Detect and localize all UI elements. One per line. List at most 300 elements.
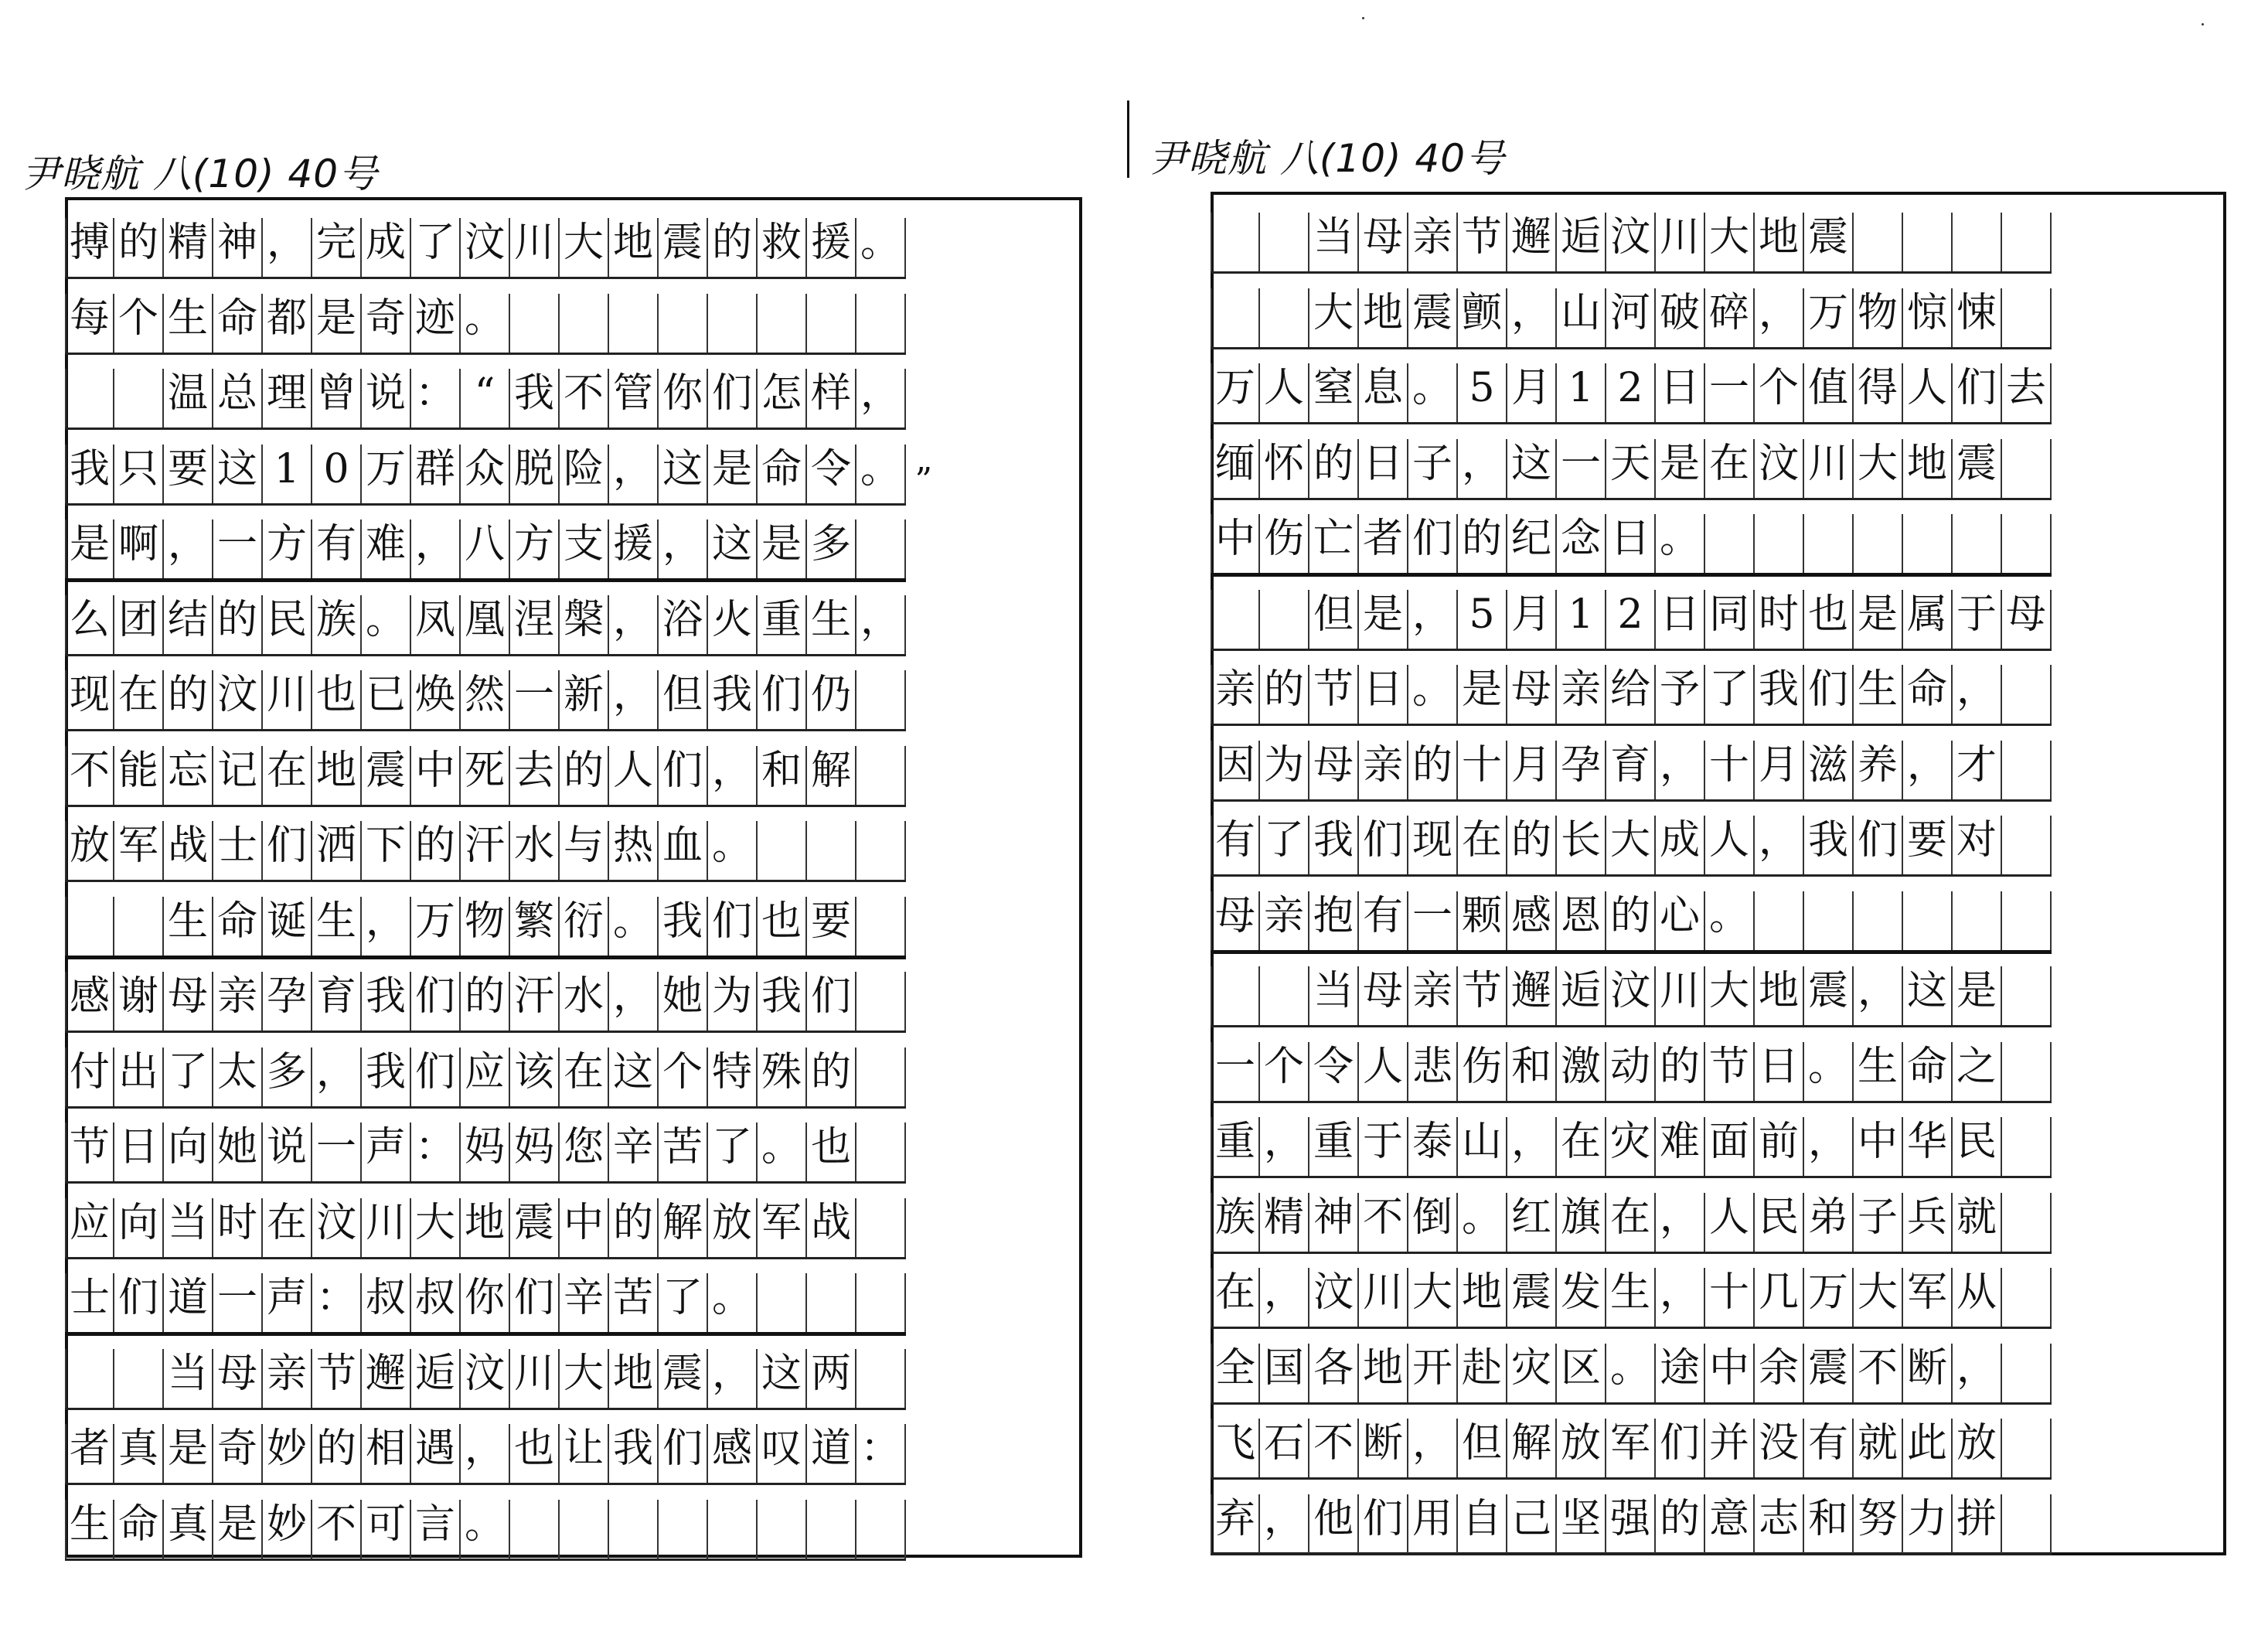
grid-cell: ， xyxy=(659,520,708,578)
grid-cell: 叔 xyxy=(411,1273,461,1332)
grid-cell: 感 xyxy=(708,1424,758,1483)
grid-cell: 地 xyxy=(609,218,659,277)
grid-cell: 窒 xyxy=(1309,363,1359,422)
grid-cell: 就 xyxy=(1953,1193,2002,1252)
grid-cell: 这 xyxy=(213,445,263,503)
grid-cell: 的 xyxy=(411,821,461,880)
grid-cell: ， xyxy=(1953,665,2002,724)
grid-cell: 颤 xyxy=(1458,288,1507,347)
grid-row xyxy=(65,1048,906,1109)
grid-cell: 亲 xyxy=(1260,891,1309,950)
grid-cell xyxy=(1260,966,1309,1025)
grid-cell: 个 xyxy=(114,294,164,353)
grid-cell: 川 xyxy=(1656,966,1705,1025)
grid-cell: 日 xyxy=(114,1122,164,1181)
grid-cell: 区 xyxy=(1557,1344,1606,1402)
grid-cell: 说 xyxy=(362,369,411,428)
grid-cell: 援 xyxy=(609,520,659,578)
grid-cell xyxy=(1211,288,1260,347)
grid-cell xyxy=(856,520,906,578)
grid-cell: 。 xyxy=(708,1273,758,1332)
grid-cell: 的 xyxy=(114,218,164,277)
grid-cell: 们 xyxy=(659,746,708,805)
grid-cell: 们 xyxy=(807,972,856,1031)
grid-cell xyxy=(856,1122,906,1181)
grid-cell: ， xyxy=(461,1424,510,1483)
grid-cell: 拼 xyxy=(1953,1494,2002,1553)
grid-cell: 汶 xyxy=(461,218,510,277)
grid-cell: 地 xyxy=(461,1198,510,1257)
grid-cell xyxy=(1755,891,1804,950)
grid-cell xyxy=(856,746,906,805)
grid-cell: 灾 xyxy=(1606,1117,1656,1176)
grid-cell: 震 xyxy=(659,218,708,277)
grid-cell: 川 xyxy=(1804,439,1854,498)
grid-cell: 涅 xyxy=(510,595,560,654)
grid-cell: 们 xyxy=(1359,1494,1408,1553)
grid-row xyxy=(65,595,906,656)
grid-cell xyxy=(1804,514,1854,573)
grid-cell: 汗 xyxy=(510,972,560,1031)
grid-cell: 长 xyxy=(1557,816,1606,874)
grid-row xyxy=(65,1122,906,1184)
grid-cell: 管 xyxy=(609,369,659,428)
grid-cell: 滋 xyxy=(1804,741,1854,799)
grid-cell: 。 xyxy=(708,821,758,880)
grid-cell: 援 xyxy=(807,218,856,277)
grid-cell: ， xyxy=(1755,288,1804,347)
grid-cell: 因 xyxy=(1211,741,1260,799)
grid-cell: 成 xyxy=(1656,816,1705,874)
grid-row xyxy=(1211,363,2052,424)
grid-cell: ， xyxy=(263,218,312,277)
grid-cell: 您 xyxy=(560,1122,609,1181)
grid-cell: 之 xyxy=(1953,1042,2002,1101)
grid-cell: 十 xyxy=(1705,1268,1755,1327)
grid-cell: 的 xyxy=(164,670,213,729)
grid-cell: ， xyxy=(1507,288,1557,347)
grid-cell xyxy=(2002,816,2052,874)
grid-cell: 是 xyxy=(65,520,114,578)
grid-cell: 当 xyxy=(164,1198,213,1257)
grid-cell: 现 xyxy=(1408,816,1458,874)
grid-cell: 震 xyxy=(1804,966,1854,1025)
grid-cell: 当 xyxy=(1309,966,1359,1025)
grid-cell: 方 xyxy=(263,520,312,578)
grid-cell: 日 xyxy=(1755,1042,1804,1101)
grid-cell: 生 xyxy=(807,595,856,654)
grid-cell: 石 xyxy=(1260,1419,1309,1477)
grid-cell: 们 xyxy=(114,1273,164,1332)
grid-cell: 地 xyxy=(1458,1268,1507,1327)
grid-cell xyxy=(659,1500,708,1559)
grid-cell: 在 xyxy=(1606,1193,1656,1252)
scan-speck xyxy=(1362,17,1364,19)
grid-cell: 怎 xyxy=(758,369,807,428)
grid-cell: 完 xyxy=(312,218,362,277)
grid-cell: 的 xyxy=(1458,514,1507,573)
grid-row xyxy=(1211,816,2052,877)
grid-cell: 大 xyxy=(1705,213,1755,271)
grid-cell: 们 xyxy=(659,1424,708,1483)
grid-cell: 他 xyxy=(1309,1494,1359,1553)
grid-cell: 相 xyxy=(362,1424,411,1483)
grid-cell: 汶 xyxy=(1755,439,1804,498)
grid-cell: ， xyxy=(1656,1193,1705,1252)
grid-cell: 去 xyxy=(510,746,560,805)
grid-cell: 感 xyxy=(65,972,114,1031)
grid-cell xyxy=(758,1273,807,1332)
grid-cell: 地 xyxy=(1755,213,1804,271)
grid-cell: 并 xyxy=(1705,1419,1755,1477)
grid-row xyxy=(1211,514,2052,577)
grid-cell: 汗 xyxy=(461,821,510,880)
grid-cell: ， xyxy=(411,520,461,578)
grid-cell: 精 xyxy=(164,218,213,277)
grid-cell xyxy=(708,1500,758,1559)
grid-cell: 的 xyxy=(1606,891,1656,950)
grid-cell: 汶 xyxy=(312,1198,362,1257)
grid-cell: 大 xyxy=(560,218,609,277)
grid-cell: 解 xyxy=(659,1198,708,1257)
grid-cell xyxy=(758,1500,807,1559)
grid-cell xyxy=(856,1048,906,1106)
grid-cell: 。 xyxy=(856,218,906,277)
grid-cell: 在 xyxy=(1458,816,1507,874)
grid-cell: 声 xyxy=(263,1273,312,1332)
grid-row xyxy=(1211,1117,2052,1178)
grid-cell: 在 xyxy=(263,746,312,805)
grid-cell: 妙 xyxy=(263,1424,312,1483)
grid-cell: ， xyxy=(1507,1117,1557,1176)
grid-cell: 0 xyxy=(312,445,362,503)
grid-cell: ， xyxy=(708,1349,758,1408)
grid-cell: 众 xyxy=(461,445,510,503)
grid-cell: 去 xyxy=(2002,363,2052,422)
grid-cell: 族 xyxy=(312,595,362,654)
grid-cell: 士 xyxy=(213,821,263,880)
grid-cell: 死 xyxy=(461,746,510,805)
grid-cell: 遇 xyxy=(411,1424,461,1483)
grid-cell: 万 xyxy=(411,897,461,956)
grid-cell: 成 xyxy=(362,218,411,277)
grid-cell: 的 xyxy=(461,972,510,1031)
grid-cell: 中 xyxy=(1854,1117,1903,1176)
grid-cell: 我 xyxy=(659,897,708,956)
grid-cell: 然 xyxy=(461,670,510,729)
grid-cell: 妈 xyxy=(510,1122,560,1181)
grid-cell: 万 xyxy=(1211,363,1260,422)
grid-cell xyxy=(856,294,906,353)
grid-cell: ： xyxy=(411,369,461,428)
grid-cell: 悲 xyxy=(1408,1042,1458,1101)
grid-cell: 士 xyxy=(65,1273,114,1332)
grid-cell: 在 xyxy=(114,670,164,729)
grid-cell: 出 xyxy=(114,1048,164,1106)
grid-cell: 诞 xyxy=(263,897,312,956)
grid-cell: ， xyxy=(1408,1419,1458,1477)
grid-cell: 才 xyxy=(1953,741,2002,799)
grid-cell: 。 xyxy=(856,445,906,503)
grid-cell: 汶 xyxy=(1309,1268,1359,1327)
grid-cell: 真 xyxy=(114,1424,164,1483)
grid-cell: 旗 xyxy=(1557,1193,1606,1252)
grid-cell: 多 xyxy=(263,1048,312,1106)
grid-cell: 的 xyxy=(1656,1494,1705,1553)
grid-cell: 们 xyxy=(1359,816,1408,874)
grid-cell: ： xyxy=(856,1424,906,1483)
grid-cell: 子 xyxy=(1854,1193,1903,1252)
grid-cell: ， xyxy=(1953,1344,2002,1402)
grid-cell: 亲 xyxy=(1408,213,1458,271)
grid-cell: 命 xyxy=(1903,1042,1953,1101)
page-divider xyxy=(1127,100,1129,178)
grid-cell: 们 xyxy=(411,1048,461,1106)
grid-cell: ， xyxy=(1458,439,1507,498)
grid-cell: 中 xyxy=(1705,1344,1755,1402)
grid-cell: 脱 xyxy=(510,445,560,503)
grid-cell xyxy=(856,1273,906,1332)
grid-cell: 震 xyxy=(1507,1268,1557,1327)
grid-cell xyxy=(856,821,906,880)
grid-cell: 震 xyxy=(1804,213,1854,271)
grid-cell: 亡 xyxy=(1309,514,1359,573)
grid-cell: 母 xyxy=(1507,665,1557,724)
grid-cell: 有 xyxy=(1211,816,1260,874)
grid-cell: 物 xyxy=(461,897,510,956)
grid-cell: ， xyxy=(609,595,659,654)
grid-cell: ， xyxy=(312,1048,362,1106)
grid-cell: 们 xyxy=(1854,816,1903,874)
grid-cell: 一 xyxy=(213,1273,263,1332)
grid-cell: 大 xyxy=(1606,816,1656,874)
grid-cell: 不 xyxy=(1309,1419,1359,1477)
grid-cell: 一 xyxy=(1211,1042,1260,1101)
grid-cell: 救 xyxy=(758,218,807,277)
grid-cell: 日 xyxy=(1359,665,1408,724)
grid-cell: 时 xyxy=(1755,590,1804,649)
grid-cell: 动 xyxy=(1606,1042,1656,1101)
grid-cell: 1 xyxy=(1557,590,1606,649)
grid-cell: 努 xyxy=(1854,1494,1903,1553)
grid-row xyxy=(1211,1344,2052,1405)
grid-row xyxy=(1211,439,2052,500)
grid-cell: 母 xyxy=(1359,213,1408,271)
grid-cell: 是 xyxy=(1953,966,2002,1025)
grid-cell: 在 xyxy=(1705,439,1755,498)
grid-row xyxy=(1211,1494,2052,1555)
grid-cell: 叹 xyxy=(758,1424,807,1483)
grid-cell: 奇 xyxy=(362,294,411,353)
grid-cell: 已 xyxy=(362,670,411,729)
grid-cell: 们 xyxy=(1953,363,2002,422)
grid-cell: 值 xyxy=(1804,363,1854,422)
grid-cell: 了 xyxy=(411,218,461,277)
grid-cell: 伤 xyxy=(1260,514,1309,573)
grid-cell: 了 xyxy=(659,1273,708,1332)
grid-cell: 个 xyxy=(1260,1042,1309,1101)
grid-cell: 神 xyxy=(213,218,263,277)
grid-row xyxy=(65,369,906,430)
grid-cell xyxy=(1903,891,1953,950)
grid-cell xyxy=(1953,514,2002,573)
grid-cell: 。 xyxy=(1804,1042,1854,1101)
grid-cell: 物 xyxy=(1854,288,1903,347)
grid-cell: 但 xyxy=(659,670,708,729)
grid-cell: 飞 xyxy=(1211,1419,1260,1477)
grid-cell: 苦 xyxy=(659,1122,708,1181)
grid-cell: 逅 xyxy=(411,1349,461,1408)
grid-cell: 5 xyxy=(1458,363,1507,422)
grid-cell: 节 xyxy=(1309,665,1359,724)
grid-cell: 1 xyxy=(1557,363,1606,422)
grid-cell: 道 xyxy=(807,1424,856,1483)
grid-cell xyxy=(1260,213,1309,271)
grid-cell: 恩 xyxy=(1557,891,1606,950)
grid-cell: 2 xyxy=(1606,363,1656,422)
grid-cell: 予 xyxy=(1656,665,1705,724)
grid-cell: 孕 xyxy=(1557,741,1606,799)
grid-cell: ， xyxy=(856,595,906,654)
grid-cell: 这 xyxy=(659,445,708,503)
grid-cell: ， xyxy=(1260,1494,1309,1553)
grid-row xyxy=(65,1273,906,1336)
grid-cell: 抱 xyxy=(1309,891,1359,950)
grid-cell: 为 xyxy=(708,972,758,1031)
grid-cell: 多 xyxy=(807,520,856,578)
grid-cell xyxy=(2002,1344,2052,1402)
grid-cell: 一 xyxy=(1557,439,1606,498)
grid-cell: 人 xyxy=(1705,1193,1755,1252)
grid-cell: 要 xyxy=(1903,816,1953,874)
grid-cell: 焕 xyxy=(411,670,461,729)
grid-row xyxy=(1211,891,2052,954)
grid-cell: 战 xyxy=(807,1198,856,1257)
grid-cell: 生 xyxy=(1606,1268,1656,1327)
grid-cell: 前 xyxy=(1755,1117,1804,1176)
grid-cell xyxy=(1854,213,1903,271)
grid-cell xyxy=(807,294,856,353)
grid-cell: 山 xyxy=(1458,1117,1507,1176)
grid-cell: 向 xyxy=(164,1122,213,1181)
grid-cell: 方 xyxy=(510,520,560,578)
grid-cell: ， xyxy=(1854,966,1903,1025)
grid-cell: 们 xyxy=(263,821,312,880)
grid-cell: 十 xyxy=(1458,741,1507,799)
grid-cell: 给 xyxy=(1606,665,1656,724)
grid-cell: 叔 xyxy=(362,1273,411,1332)
grid-cell: 难 xyxy=(362,520,411,578)
grid-cell: 记 xyxy=(213,746,263,805)
grid-cell: 母 xyxy=(164,972,213,1031)
grid-cell: 大 xyxy=(1854,1268,1903,1327)
grid-cell: 一 xyxy=(510,670,560,729)
grid-cell: 。 xyxy=(758,1122,807,1181)
grid-cell: 的 xyxy=(1507,816,1557,874)
grid-cell: 5 xyxy=(1458,590,1507,649)
grid-cell xyxy=(65,369,114,428)
grid-cell: ： xyxy=(312,1273,362,1332)
grid-cell xyxy=(2002,1117,2052,1176)
grid-cell: 洒 xyxy=(312,821,362,880)
grid-cell: 重 xyxy=(1211,1117,1260,1176)
grid-cell: 国 xyxy=(1260,1344,1309,1402)
grid-cell: 啊 xyxy=(114,520,164,578)
grid-cell: 面 xyxy=(1705,1117,1755,1176)
grid-cell xyxy=(758,821,807,880)
grid-cell: 从 xyxy=(1953,1268,2002,1327)
grid-cell: 的 xyxy=(1408,741,1458,799)
grid-cell: 火 xyxy=(708,595,758,654)
grid-cell: 于 xyxy=(1359,1117,1408,1176)
grid-cell: 们 xyxy=(758,670,807,729)
grid-cell: 震 xyxy=(659,1349,708,1408)
grid-cell: 。 xyxy=(1408,363,1458,422)
grid-cell: 的 xyxy=(213,595,263,654)
grid-cell: 放 xyxy=(1557,1419,1606,1477)
grid-cell: 么 xyxy=(65,595,114,654)
grid-cell: 亲 xyxy=(213,972,263,1031)
grid-cell xyxy=(1260,590,1309,649)
grid-cell: 们 xyxy=(1408,514,1458,573)
grid-cell: 神 xyxy=(1309,1193,1359,1252)
grid-cell: 们 xyxy=(1804,665,1854,724)
grid-cell: 天 xyxy=(1606,439,1656,498)
grid-cell: 者 xyxy=(65,1424,114,1483)
grid-cell: 亲 xyxy=(263,1349,312,1408)
grid-cell: 息 xyxy=(1359,363,1408,422)
grid-cell: ， xyxy=(1408,590,1458,649)
grid-cell: 了 xyxy=(1705,665,1755,724)
grid-cell: 道 xyxy=(164,1273,213,1332)
grid-cell: 是 xyxy=(1458,665,1507,724)
grid-cell xyxy=(807,1273,856,1332)
grid-cell xyxy=(2002,891,2052,950)
grid-cell: 我 xyxy=(609,1424,659,1483)
grid-cell: 命 xyxy=(1903,665,1953,724)
grid-cell: 八 xyxy=(461,520,510,578)
grid-cell: 人 xyxy=(609,746,659,805)
grid-cell: 各 xyxy=(1309,1344,1359,1402)
grid-cell: 地 xyxy=(1903,439,1953,498)
grid-cell: 解 xyxy=(807,746,856,805)
grid-cell xyxy=(609,1500,659,1559)
grid-cell xyxy=(1854,514,1903,573)
grid-cell xyxy=(1903,213,1953,271)
grid-cell: 育 xyxy=(1606,741,1656,799)
grid-cell xyxy=(114,369,164,428)
grid-cell: 地 xyxy=(1359,288,1408,347)
grid-row xyxy=(65,294,906,355)
grid-cell: 志 xyxy=(1755,1494,1804,1553)
grid-cell: ， xyxy=(856,369,906,428)
grid-cell: 个 xyxy=(1755,363,1804,422)
grid-cell: 激 xyxy=(1557,1042,1606,1101)
grid-cell: ， xyxy=(708,746,758,805)
grid-cell: 妙 xyxy=(263,1500,312,1559)
grid-cell: 的 xyxy=(807,1048,856,1106)
grid-cell xyxy=(114,897,164,956)
grid-cell: 凤 xyxy=(411,595,461,654)
grid-cell: 育 xyxy=(312,972,362,1031)
grid-cell: 险 xyxy=(560,445,609,503)
grid-cell: 人 xyxy=(1359,1042,1408,1101)
grid-cell: 妈 xyxy=(461,1122,510,1181)
grid-cell xyxy=(807,821,856,880)
grid-cell: 当 xyxy=(164,1349,213,1408)
grid-cell: 的 xyxy=(609,1198,659,1257)
grid-cell: 重 xyxy=(758,595,807,654)
